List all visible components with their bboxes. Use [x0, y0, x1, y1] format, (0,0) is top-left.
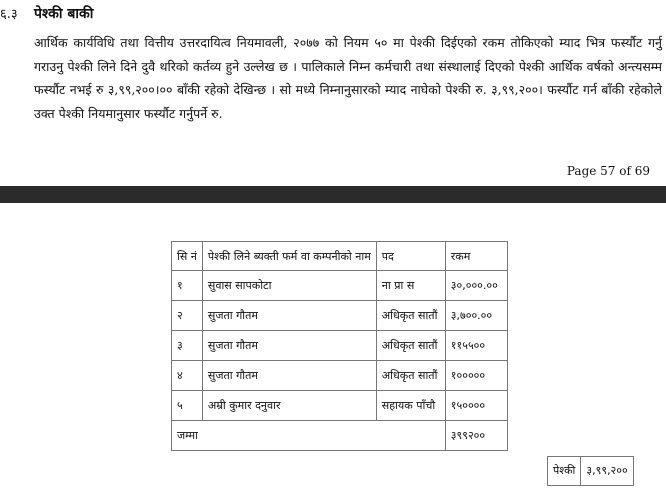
cell-amount: ३०,०००.००: [445, 271, 507, 301]
section-number: ६.३: [0, 7, 18, 22]
total-value: ३९९२००: [445, 421, 507, 451]
cell-name: सुजता गौतम: [202, 361, 376, 391]
cell-sn: ३: [172, 331, 203, 361]
summary-value: ३,९९,२००: [586, 464, 628, 477]
page-divider: [0, 186, 666, 203]
cell-sn: ४: [172, 361, 203, 391]
cell-post: अधिकृत सातौं: [376, 301, 445, 331]
header-name: पेश्की लिने ब्यक्ती फर्म वा कम्पनीको नाम: [202, 242, 376, 271]
table-row: [172, 391, 508, 421]
cell-amount: १५००००: [445, 391, 507, 421]
table-row: [172, 271, 508, 301]
table-row: [172, 361, 508, 391]
summary-label: पेश्की: [548, 457, 581, 485]
cell-post: अधिकृत सातौं: [376, 331, 445, 361]
header-amount: रकम: [445, 242, 507, 271]
advance-table: [171, 241, 508, 451]
header-post: पद: [376, 242, 445, 271]
header-sn: सि नं: [172, 242, 203, 271]
cell-post: सहायक पाँचौ: [376, 391, 445, 421]
table-row: [172, 331, 508, 361]
cell-amount: ११५५००: [445, 331, 507, 361]
cell-sn: २: [172, 301, 203, 331]
cell-amount: १०००००: [445, 361, 507, 391]
cell-name: सुजता गौतम: [202, 301, 376, 331]
cell-post: ना प्रा स: [376, 271, 445, 301]
page-number: Page 57 of 69: [566, 164, 650, 178]
advance-summary-box: [547, 456, 634, 486]
cell-name: सुजता गौतम: [202, 331, 376, 361]
cell-name: अम्री कुमार दनुवार: [202, 391, 376, 421]
cell-post: अधिकृत सातौं: [376, 361, 445, 391]
section-title: पेश्की बाकी: [34, 6, 94, 22]
page-top: [0, 0, 666, 186]
total-label: जम्मा: [172, 421, 446, 451]
table-row: [172, 301, 508, 331]
cell-name: सुवास सापकोटा: [202, 271, 376, 301]
cell-sn: ५: [172, 391, 203, 421]
cell-amount: ३,७००.००: [445, 301, 507, 331]
table-total-row: [172, 421, 508, 451]
section-paragraph: आर्थिक कार्यविधि तथा वित्तीय उत्तरदायित्व नियमावली, २०७७ को नियम ५० मा पेश्की दिईएको रकम तोकिएको म्याद भित्र फर्स्यौट गर्नु गराउनु पेश्की लिने दिने दुवै थरिको कर्तव्य हुने उल्लेख छ । पालिकाले निम्न कर्मचारी तथा संस्थालाई दिएको पेश्की आर्थिक वर्षको अन्त्यसम्म फर्स्यौट नभई रु ३,९९,२००।०० बाँकी रहेको देखिन्छ । सो मध्ये निम्नानुसारको म्याद नाघेको पेश्की रु. ३,९९,२००। फर्स्यौट गर्न बाँकी रहेकोले उक्त पेश्की नियमानुसार फर्स्यौट गर्नुपर्ने रु.: [34, 35, 662, 121]
cell-sn: १: [172, 271, 203, 301]
table-header-row: [172, 242, 508, 271]
